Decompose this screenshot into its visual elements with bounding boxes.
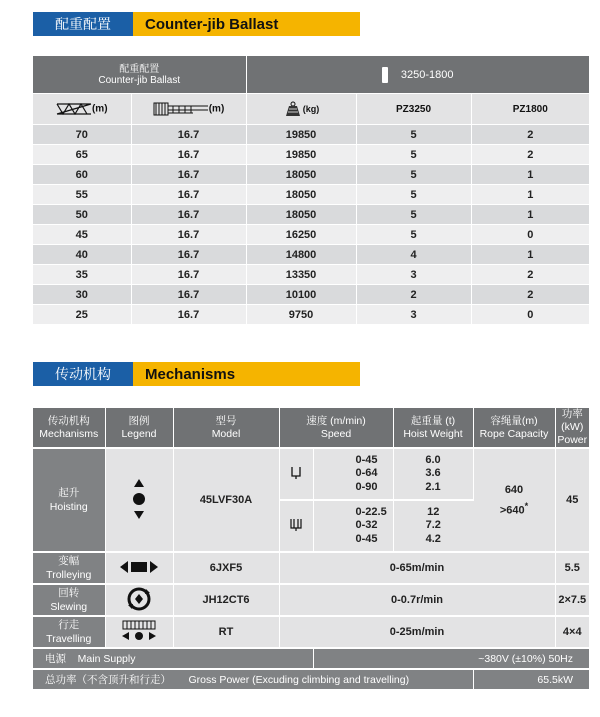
pz1800-count-cell: 1: [471, 185, 589, 205]
ballast-weight-cell: 18050: [246, 185, 356, 205]
pz3250-count-cell: 5: [356, 225, 471, 245]
hoist-speed-b3: 0-45: [355, 532, 378, 545]
pz3250-count-cell: 5: [356, 165, 471, 185]
mech-section-title-cn: 传动机构: [33, 362, 133, 386]
hdr-speed-en: Speed: [320, 427, 352, 440]
pz3250-count-cell: 3: [356, 265, 471, 285]
hdr-model-cn: 型号: [215, 414, 237, 427]
supply-cn: 电源: [45, 653, 66, 665]
jib-length-cell: 45: [33, 225, 131, 245]
gross-cn: 总功率（不含顶升和行走）: [45, 674, 171, 686]
ballast-row: [33, 225, 589, 245]
hoisting-power: 45: [555, 448, 589, 552]
jib-length-cell: 60: [33, 165, 131, 185]
slewing-speed: 0-0.7r/min: [279, 584, 555, 616]
trolleying-model: 6JXF5: [173, 552, 279, 584]
counter-jib-cell: 16.7: [131, 185, 246, 205]
counter-jib-icon: [153, 101, 209, 117]
hdr-legend-en: Legend: [121, 427, 157, 440]
mechanisms-table: [33, 408, 589, 691]
supply-en: Main Supply: [77, 653, 136, 665]
travelling-model: RT: [173, 616, 279, 648]
jib-length-cell: 40: [33, 245, 131, 265]
supply-row: [33, 648, 589, 669]
col-pz1800: PZ1800: [471, 94, 589, 125]
hoist-load-b2: 7.2: [425, 519, 441, 532]
counter-jib-cell: 16.7: [131, 305, 246, 325]
ballast-row: [33, 265, 589, 285]
hoisting-icon: [130, 477, 148, 521]
ballast-weight-cell: 14800: [246, 245, 356, 265]
ballast-header-en: Counter-jib Ballast: [98, 74, 181, 86]
slewing-power: 2×7.5: [555, 584, 589, 616]
ballast-row: [33, 145, 589, 165]
rope-capacity-1: 640: [504, 483, 524, 496]
ballast-weight-unit: (kg): [302, 104, 320, 114]
pz3250-count-cell: 5: [356, 145, 471, 165]
ballast-row: [33, 185, 589, 205]
hoist-load-b3: 4.2: [425, 532, 441, 545]
supply-value: ~380V (±10%) 50Hz: [313, 648, 589, 669]
ballast-table: [33, 56, 589, 325]
hdr-rope-cn: 容绳量(m): [490, 414, 538, 427]
ballast-weight-cell: 10100: [246, 285, 356, 305]
hoist-speed-b2: 0-32: [355, 519, 378, 532]
ballast-weight-cell: 9750: [246, 305, 356, 325]
gross-value: 65.5kW: [473, 669, 589, 690]
hoist-load-b1: 12: [427, 505, 440, 518]
hdr-mech-en: Mechanisms: [39, 427, 99, 440]
hdr-power-en: Power: [557, 434, 588, 446]
ballast-weight-cell: 19850: [246, 125, 356, 145]
ballast-config-label: 3250-1800: [400, 68, 454, 81]
jib-length-cell: 25: [33, 305, 131, 325]
ballast-row: [33, 205, 589, 225]
hoist-speed-a3: 0-90: [355, 480, 378, 493]
pz1800-count-cell: 2: [471, 125, 589, 145]
ballast-row: [33, 285, 589, 305]
rope-capacity-star: *: [524, 500, 529, 511]
pz1800-count-cell: 2: [471, 285, 589, 305]
ballast-weight-cell: 18050: [246, 205, 356, 225]
travelling-icon: [119, 620, 159, 642]
pz1800-count-cell: 1: [471, 245, 589, 265]
pz1800-count-cell: 0: [471, 225, 589, 245]
hdr-hoist-cn: 起重量 (t): [410, 414, 456, 427]
counter-jib-cell: 16.7: [131, 125, 246, 145]
hdr-hoist-en: Hoist Weight: [403, 427, 463, 440]
ballast-header-row: [33, 56, 589, 94]
trolleying-row: [33, 552, 589, 584]
slewing-icon: [126, 586, 152, 612]
slewing-en: Slewing: [50, 601, 88, 613]
slewing-model: JH12CT6: [173, 584, 279, 616]
jib-length-cell: 35: [33, 265, 131, 285]
jib-length-cell: 30: [33, 285, 131, 305]
gross-power-row: [33, 669, 589, 690]
ballast-section-title-cn: 配重配置: [33, 12, 133, 36]
jib-length-icon: [56, 103, 92, 115]
hoisting-row-a: [33, 448, 589, 500]
hoist-speed-b1: 0-22.5: [355, 505, 387, 518]
counter-jib-cell: 16.7: [131, 165, 246, 185]
counter-jib-cell: 16.7: [131, 245, 246, 265]
ballast-section-title-en: Counter-jib Ballast: [133, 12, 360, 36]
slewing-cn: 回转: [58, 587, 80, 599]
hoist-load-a2: 3.6: [425, 467, 441, 480]
counter-jib-cell: 16.7: [131, 225, 246, 245]
pz3250-count-cell: 5: [356, 205, 471, 225]
hdr-mech-cn: 传动机构: [47, 414, 90, 427]
hoist-load-a3: 2.1: [425, 480, 441, 493]
ballast-row: [33, 125, 589, 145]
counter-jib-cell: 16.7: [131, 285, 246, 305]
hoisting-cn: 起升: [58, 487, 80, 499]
ballast-row: [33, 245, 589, 265]
ballast-weight-cell: 19850: [246, 145, 356, 165]
rope-capacity-2: >640: [499, 504, 525, 517]
jib-length-cell: 65: [33, 145, 131, 165]
hoisting-en: Hoisting: [49, 501, 88, 513]
jib-length-unit: (m): [91, 103, 108, 115]
pz3250-count-cell: 2: [356, 285, 471, 305]
pz3250-count-cell: 4: [356, 245, 471, 265]
hdr-power-cn: 功率(kW): [561, 408, 584, 433]
pz3250-count-cell: 5: [356, 185, 471, 205]
ballast-row: [33, 165, 589, 185]
ballast-header-cn: 配重配置: [119, 63, 160, 75]
gross-en: Gross Power (Excuding climbing and travelling): [188, 674, 410, 686]
hdr-rope-en: Rope Capacity: [479, 427, 549, 440]
counter-jib-cell: 16.7: [131, 145, 246, 165]
jib-length-cell: 55: [33, 185, 131, 205]
pz1800-count-cell: 0: [471, 305, 589, 325]
mech-section-title-en: Mechanisms: [133, 362, 360, 386]
trolleying-en: Trolleying: [46, 569, 92, 581]
hdr-speed-cn: 速度 (m/min): [306, 414, 366, 427]
travelling-power: 4×4: [555, 616, 589, 648]
hoist-load-a1: 6.0: [425, 453, 441, 466]
trolleying-cn: 变幅: [58, 555, 80, 567]
hoist-speed-a1: 0-45: [355, 453, 378, 466]
travelling-speed: 0-25m/min: [279, 616, 555, 648]
pz1800-count-cell: 2: [471, 145, 589, 165]
hdr-legend-cn: 图例: [128, 414, 150, 427]
hook-double-icon: [289, 518, 303, 532]
pz1800-count-cell: 2: [471, 265, 589, 285]
travelling-en: Travelling: [46, 633, 92, 645]
ballast-row: [33, 305, 589, 325]
pz1800-count-cell: 1: [471, 205, 589, 225]
jib-length-cell: 50: [33, 205, 131, 225]
trolleying-icon: [119, 560, 159, 574]
pz3250-count-cell: 5: [356, 125, 471, 145]
hook-single-icon: [290, 466, 302, 480]
counter-jib-unit: (m): [208, 103, 225, 115]
counter-jib-cell: 16.7: [131, 205, 246, 225]
pz3250-count-cell: 3: [356, 305, 471, 325]
counter-jib-cell: 16.7: [131, 265, 246, 285]
hoisting-model: 45LVF30A: [173, 448, 279, 552]
mech-section-header: [33, 362, 360, 386]
ballast-weight-icon: [283, 101, 303, 117]
pz1800-count-cell: 1: [471, 165, 589, 185]
travelling-cn: 行走: [58, 619, 80, 631]
slewing-row: [33, 584, 589, 616]
jib-length-cell: 70: [33, 125, 131, 145]
ballast-section-header: [33, 12, 360, 36]
travelling-row: [33, 616, 589, 648]
mech-header-row: [33, 408, 589, 448]
ballast-subheader-row: [33, 94, 589, 125]
trolleying-power: 5.5: [555, 552, 589, 584]
hoist-speed-a2: 0-64: [355, 467, 378, 480]
ballast-weight-cell: 13350: [246, 265, 356, 285]
ballast-weight-cell: 18050: [246, 165, 356, 185]
col-pz3250: PZ3250: [356, 94, 471, 125]
hdr-model-en: Model: [211, 427, 241, 440]
ballast-table-body: [33, 125, 589, 325]
trolleying-speed: 0-65m/min: [279, 552, 555, 584]
ballast-weight-cell: 16250: [246, 225, 356, 245]
ballast-config-icon: [382, 67, 388, 83]
